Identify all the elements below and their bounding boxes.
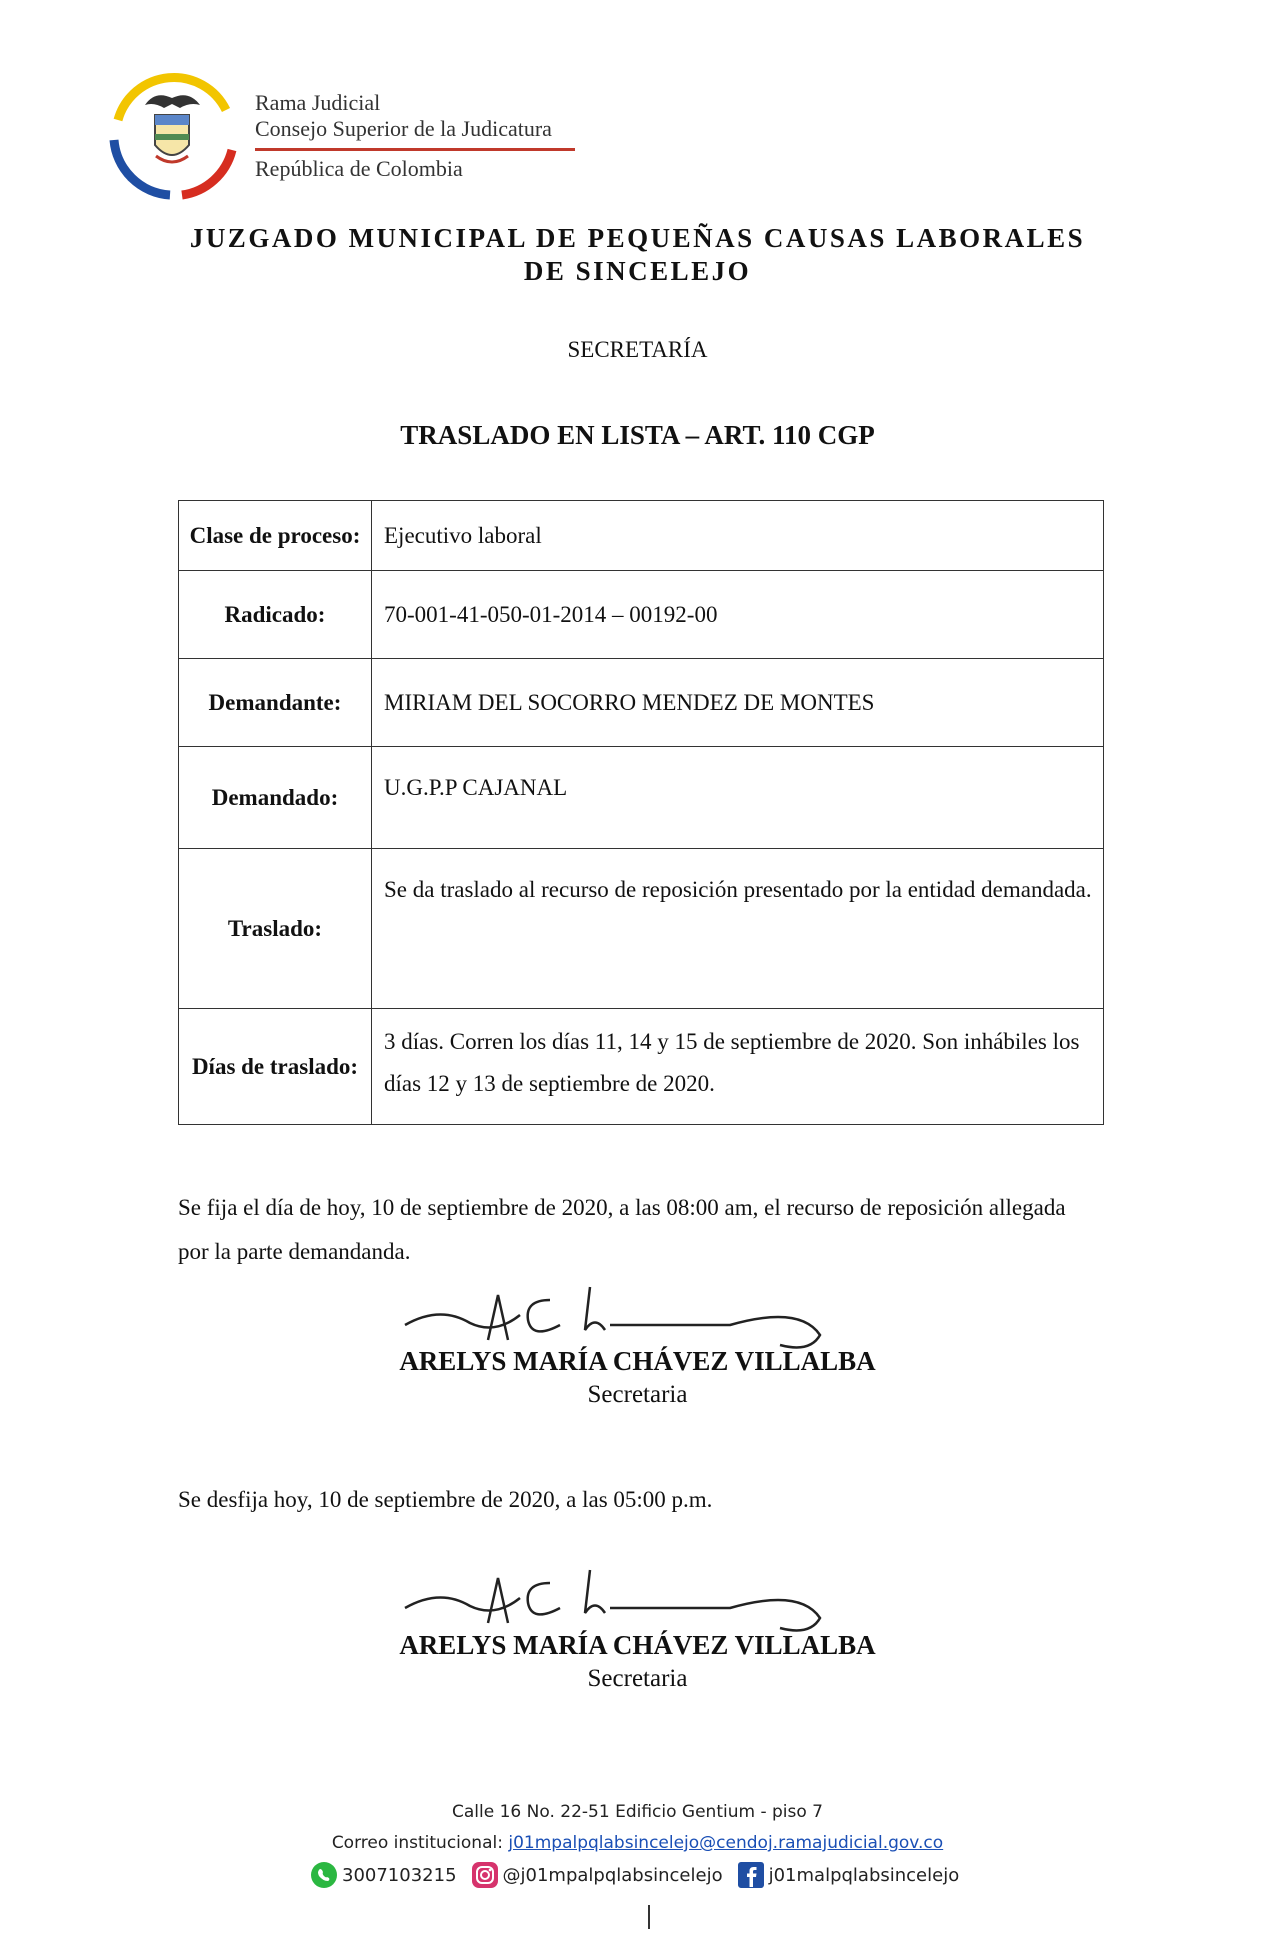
court-name-line2: DE SINCELEJO	[523, 256, 752, 286]
court-name-line1: JUZGADO MUNICIPAL DE PEQUEÑAS CAUSAS LABORALES	[189, 223, 1086, 253]
fijacion-paragraph: Se fija el día de hoy, 10 de septiembre de 2020, a las 08:00 am, el recurso de reposición allegada por la parte demandanda.	[178, 1195, 1066, 1264]
signer-name: ARELYS MARÍA CHÁVEZ VILLALBA	[399, 1346, 876, 1376]
instagram-handle[interactable]: @j01mpalpqlabsincelejo	[502, 1864, 723, 1886]
logo-line-republica: República de Colombia	[255, 156, 463, 181]
row-label-clase: Clase de proceso:	[179, 501, 372, 571]
phone-number: 3007103215	[342, 1864, 457, 1886]
footer-address: Calle 16 No. 22-51 Edificio Gentium - piso 7	[452, 1802, 823, 1822]
rama-judicial-logo	[100, 60, 580, 210]
footer-email-link[interactable]: j01mpalpqlabsincelejo@cendoj.ramajudicial.gov.co	[508, 1833, 944, 1853]
desfijacion-paragraph: Se desfija hoy, 10 de septiembre de 2020, a las 05:00 p.m.	[178, 1487, 713, 1512]
table-row	[179, 571, 1104, 659]
row-label-traslado: Traslado:	[179, 849, 372, 1009]
table-row	[179, 501, 1104, 571]
footer-facebook	[737, 1861, 960, 1889]
signature-image	[400, 1568, 880, 1638]
coat-of-arms-icon	[100, 60, 250, 210]
row-value-traslado: Se da traslado al recurso de reposición presentado por la entidad demandada.	[372, 849, 1104, 1009]
row-label-demandante: Demandante:	[179, 659, 372, 747]
office-heading: SECRETARÍA	[567, 337, 708, 362]
row-value-radicado: 70-001-41-050-01-2014 – 00192-00	[372, 571, 1104, 659]
footer-email-line	[0, 1833, 1275, 1853]
whatsapp-icon	[310, 1861, 338, 1889]
row-label-dias: Días de traslado:	[179, 1009, 372, 1125]
text-cursor	[648, 1905, 650, 1929]
court-name	[100, 222, 1175, 288]
row-label-demandado: Demandado:	[179, 747, 372, 849]
table-row	[179, 1009, 1104, 1125]
table-row	[179, 849, 1104, 1009]
facebook-icon	[737, 1861, 765, 1889]
logo-line-consejo: Consejo Superior de la Judicatura	[255, 116, 552, 141]
document-title: TRASLADO EN LISTA – ART. 110 CGP	[400, 420, 875, 450]
table-row	[179, 659, 1104, 747]
signer-role: Secretaria	[587, 1381, 688, 1408]
row-value-demandado: U.G.P.P CAJANAL	[372, 747, 1104, 849]
footer-phone	[310, 1861, 457, 1889]
signature-image	[400, 1285, 880, 1355]
traslado-table	[178, 500, 1104, 1125]
footer-email-label: Correo institucional:	[331, 1833, 503, 1853]
logo-divider	[255, 148, 575, 151]
row-value-demandante: MIRIAM DEL SOCORRO MENDEZ DE MONTES	[372, 659, 1104, 747]
row-value-dias: 3 días. Corren los días 11, 14 y 15 de septiembre de 2020. Son inhábiles los días 12 y 13 de septiembre de 2020.	[372, 1009, 1104, 1125]
table-row	[179, 747, 1104, 849]
row-label-radicado: Radicado:	[179, 571, 372, 659]
signer-name: ARELYS MARÍA CHÁVEZ VILLALBA	[399, 1630, 876, 1660]
footer-instagram	[471, 1861, 723, 1889]
row-value-clase: Ejecutivo laboral	[372, 501, 1104, 571]
signer-role: Secretaria	[587, 1665, 688, 1692]
logo-line-rama: Rama Judicial	[255, 90, 381, 115]
instagram-icon	[471, 1861, 499, 1889]
facebook-handle[interactable]: j01malpqlabsincelejo	[768, 1864, 960, 1886]
footer-social	[310, 1860, 973, 1890]
